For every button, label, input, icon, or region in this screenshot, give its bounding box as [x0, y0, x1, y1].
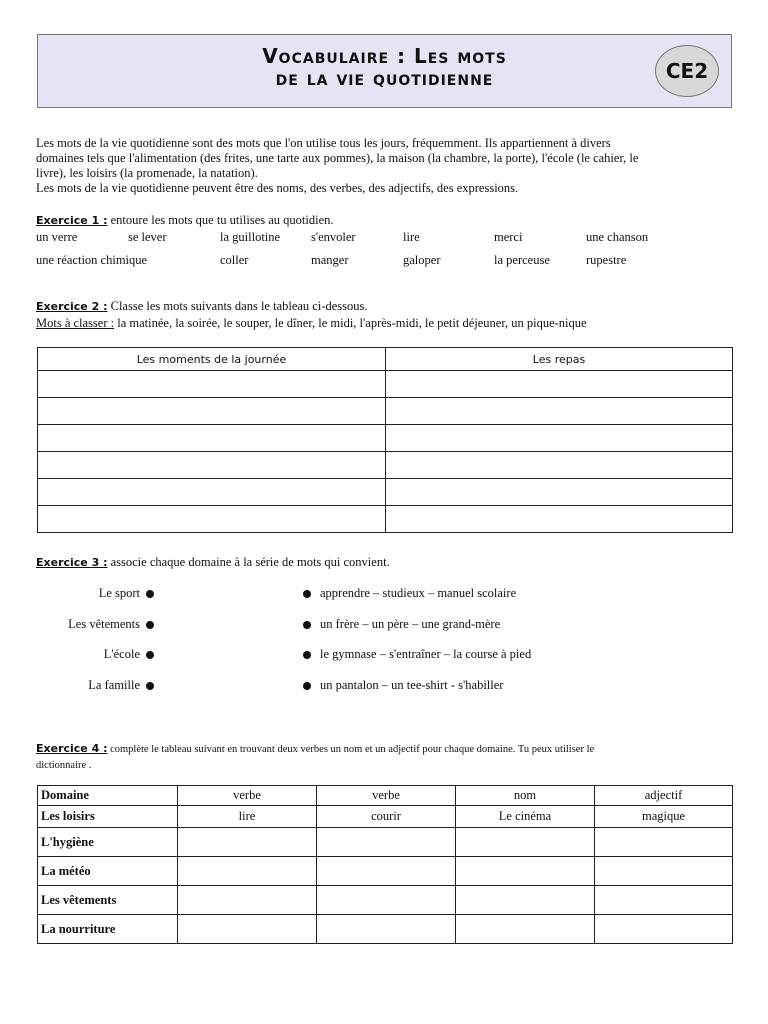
- table-cell[interactable]: [386, 452, 733, 479]
- level-badge: CE2: [655, 45, 719, 97]
- table-cell[interactable]: [386, 506, 733, 533]
- word-series: un frère – un père – une grand-mère: [320, 617, 501, 631]
- table-cell[interactable]: [38, 371, 386, 398]
- table-cell[interactable]: [317, 886, 456, 915]
- table-cell[interactable]: [595, 828, 733, 857]
- table-cell[interactable]: [456, 886, 595, 915]
- exercise-instruction: associe chaque domaine à la série de mots qui convient.: [107, 555, 390, 569]
- exercise-label: Exercice 2 :: [36, 300, 108, 313]
- table-cell[interactable]: [595, 886, 733, 915]
- table-cell[interactable]: [38, 506, 386, 533]
- match-dot-right[interactable]: [303, 651, 311, 659]
- word-option[interactable]: une chanson: [586, 230, 649, 244]
- word-option[interactable]: merci: [494, 230, 523, 244]
- word-series: le gymnase – s'entraîner – la course à pied: [320, 647, 532, 661]
- column-header: Les repas: [386, 348, 733, 371]
- domain-cell: Les vêtements: [38, 886, 178, 915]
- word-option[interactable]: galoper: [403, 253, 441, 267]
- table-cell[interactable]: [38, 398, 386, 425]
- column-header: Les moments de la journée: [38, 348, 386, 371]
- domain-label: Le sport: [98, 586, 140, 600]
- match-dot-left[interactable]: [146, 621, 154, 629]
- intro-paragraph: [36, 136, 736, 196]
- table-cell[interactable]: [456, 915, 595, 944]
- exercise-label: Exercice 4 :: [36, 742, 108, 755]
- exercise-4-heading: [36, 740, 736, 774]
- exercise-instruction: dictionnaire .: [36, 760, 92, 771]
- match-dot-left[interactable]: [146, 682, 154, 690]
- domain-label: L'école: [103, 647, 140, 661]
- exercise-label: Exercice 3 :: [36, 556, 108, 569]
- table-cell: Le cinéma: [456, 806, 595, 828]
- column-header: nom: [456, 786, 595, 806]
- word-option[interactable]: se lever: [128, 230, 167, 244]
- domain-table: [37, 785, 733, 944]
- table-cell[interactable]: [456, 857, 595, 886]
- word-option[interactable]: coller: [220, 253, 249, 267]
- table-cell: magique: [595, 806, 733, 828]
- column-header: Domaine: [38, 786, 178, 806]
- table-cell[interactable]: [317, 915, 456, 944]
- table-cell: lire: [178, 806, 317, 828]
- table-cell[interactable]: [386, 371, 733, 398]
- word-option[interactable]: un verre: [36, 230, 78, 244]
- table-cell: courir: [317, 806, 456, 828]
- intro-line: Les mots de la vie quotidienne sont des mots que l'on utilise tous les jours, fréquemment. Ils appartiennent à divers: [36, 136, 611, 150]
- word-option[interactable]: manger: [311, 253, 349, 267]
- table-cell[interactable]: [595, 915, 733, 944]
- match-dot-left[interactable]: [146, 651, 154, 659]
- word-option[interactable]: rupestre: [586, 253, 627, 267]
- table-cell[interactable]: [595, 857, 733, 886]
- match-dot-right[interactable]: [303, 621, 311, 629]
- column-header: adjectif: [595, 786, 733, 806]
- match-dot-right[interactable]: [303, 682, 311, 690]
- exercise-3-heading: [36, 555, 390, 570]
- column-header: verbe: [317, 786, 456, 806]
- word-series: un pantalon – un tee-shirt - s'habiller: [320, 678, 504, 692]
- table-cell[interactable]: [386, 398, 733, 425]
- exercise-1-heading: [36, 213, 334, 228]
- table-cell[interactable]: [178, 828, 317, 857]
- intro-line: domaines tels que l'alimentation (des frites, une tarte aux pommes), la maison (la chambre, la porte), l'école (le cahier, le: [36, 151, 639, 165]
- domain-cell: L'hygiène: [38, 828, 178, 857]
- word-option[interactable]: s'envoler: [311, 230, 356, 244]
- exercise-instruction: Classe les mots suivants dans le tableau ci-dessous.: [107, 299, 368, 313]
- table-cell[interactable]: [317, 828, 456, 857]
- table-cell[interactable]: [317, 857, 456, 886]
- exercise-instruction: entoure les mots que tu utilises au quotidien.: [107, 213, 334, 227]
- words-label: Mots à classer :: [36, 316, 115, 330]
- domain-label: La famille: [88, 678, 140, 692]
- title-line-1: Vocabulaire : Les mots: [262, 44, 507, 68]
- words-list: la matinée, la soirée, le souper, le dîner, le midi, l'après-midi, le petit déjeuner, un pique-nique: [114, 316, 587, 330]
- table-cell[interactable]: [178, 915, 317, 944]
- exercise-instruction: complète le tableau suivant en trouvant deux verbes un nom et un adjectif pour chaque domaine. Tu peux utiliser le: [107, 744, 595, 755]
- classification-table: [37, 347, 733, 533]
- domain-cell: Les loisirs: [38, 806, 178, 828]
- page-title: [38, 45, 731, 89]
- word-series: apprendre – studieux – manuel scolaire: [320, 586, 517, 600]
- domain-cell: La météo: [38, 857, 178, 886]
- title-line-2: de la vie quotidienne: [275, 66, 494, 90]
- domain-cell: La nourriture: [38, 915, 178, 944]
- match-dot-right[interactable]: [303, 590, 311, 598]
- table-cell[interactable]: [38, 452, 386, 479]
- exercise-label: Exercice 1 :: [36, 214, 108, 227]
- word-option[interactable]: lire: [403, 230, 420, 244]
- exercise-2-heading: [36, 299, 368, 314]
- word-option[interactable]: la perceuse: [494, 253, 550, 267]
- word-option[interactable]: la guillotine: [220, 230, 281, 244]
- words-to-classify: [36, 316, 587, 331]
- table-cell[interactable]: [386, 479, 733, 506]
- table-cell[interactable]: [456, 828, 595, 857]
- domain-label: Les vêtements: [68, 617, 140, 631]
- table-cell[interactable]: [178, 857, 317, 886]
- intro-line: livre), les loisirs (la promenade, la natation).: [36, 166, 258, 180]
- table-cell[interactable]: [386, 425, 733, 452]
- intro-line: Les mots de la vie quotidienne peuvent être des noms, des verbes, des adjectifs, des expressions.: [36, 181, 519, 195]
- table-cell[interactable]: [38, 479, 386, 506]
- table-cell[interactable]: [178, 886, 317, 915]
- table-cell[interactable]: [38, 425, 386, 452]
- word-option[interactable]: une réaction chimique: [36, 253, 148, 267]
- title-banner: [37, 34, 732, 108]
- column-header: verbe: [178, 786, 317, 806]
- match-dot-left[interactable]: [146, 590, 154, 598]
